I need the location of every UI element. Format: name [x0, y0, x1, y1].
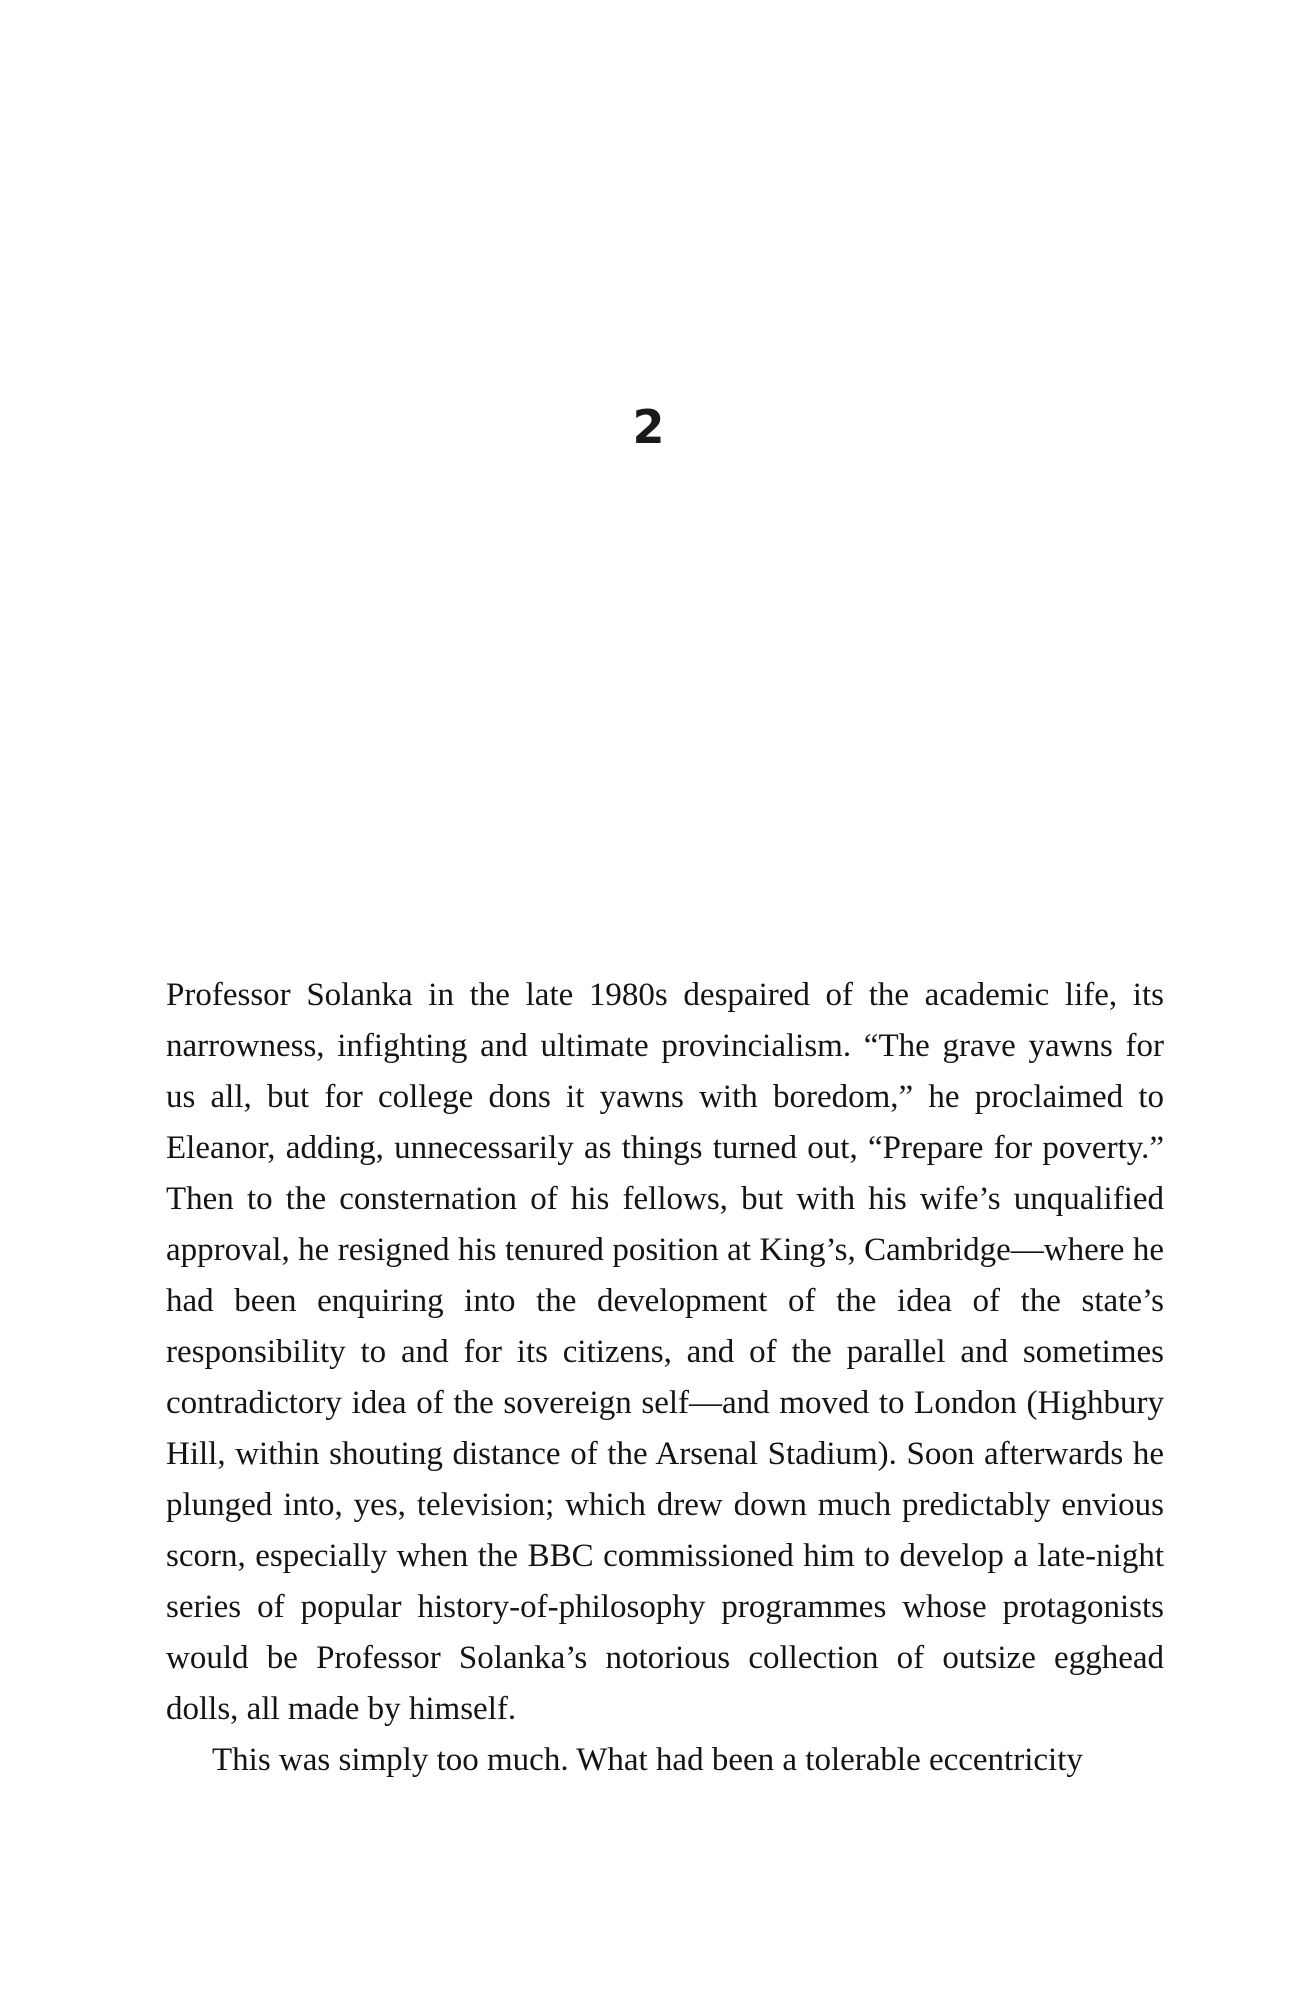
chapter-body [166, 970, 1164, 1786]
chapter-number: 2 [632, 400, 664, 454]
paragraph: This was simply too much. What had been a tolerable eccentricity [212, 1742, 1083, 1778]
paragraph: Professor Solanka in the late 1980s despaired of the academic life, its narrowness, infighting and ultimate provincialism. “The grave yawns for us all, but for college dons it yawns with boredom,” he proclaimed to Eleanor, adding, unnecessarily as things turned out, “Prepare for poverty.” Then to the consternation of his fellows, but with his wife’s unqualified approval, he resigned his tenured position at King’s, Cambridge—where he had been enquiring into the development of the idea of the state’s responsibility to and for its citizens, and of the parallel and sometimes contradictory idea of the sovereign self—and moved to London (Highbury Hill, within shouting distance of the Arsenal Stadium). Soon afterwards he plunged into, yes, television; which drew down much predictably envious scorn, especially when the BBC commissioned him to develop a late-night series of popular history-of-philosophy programmes whose protagonists would be Professor Solanka’s notorious collection of outsize egghead dolls, all made by himself. [166, 977, 1164, 1727]
